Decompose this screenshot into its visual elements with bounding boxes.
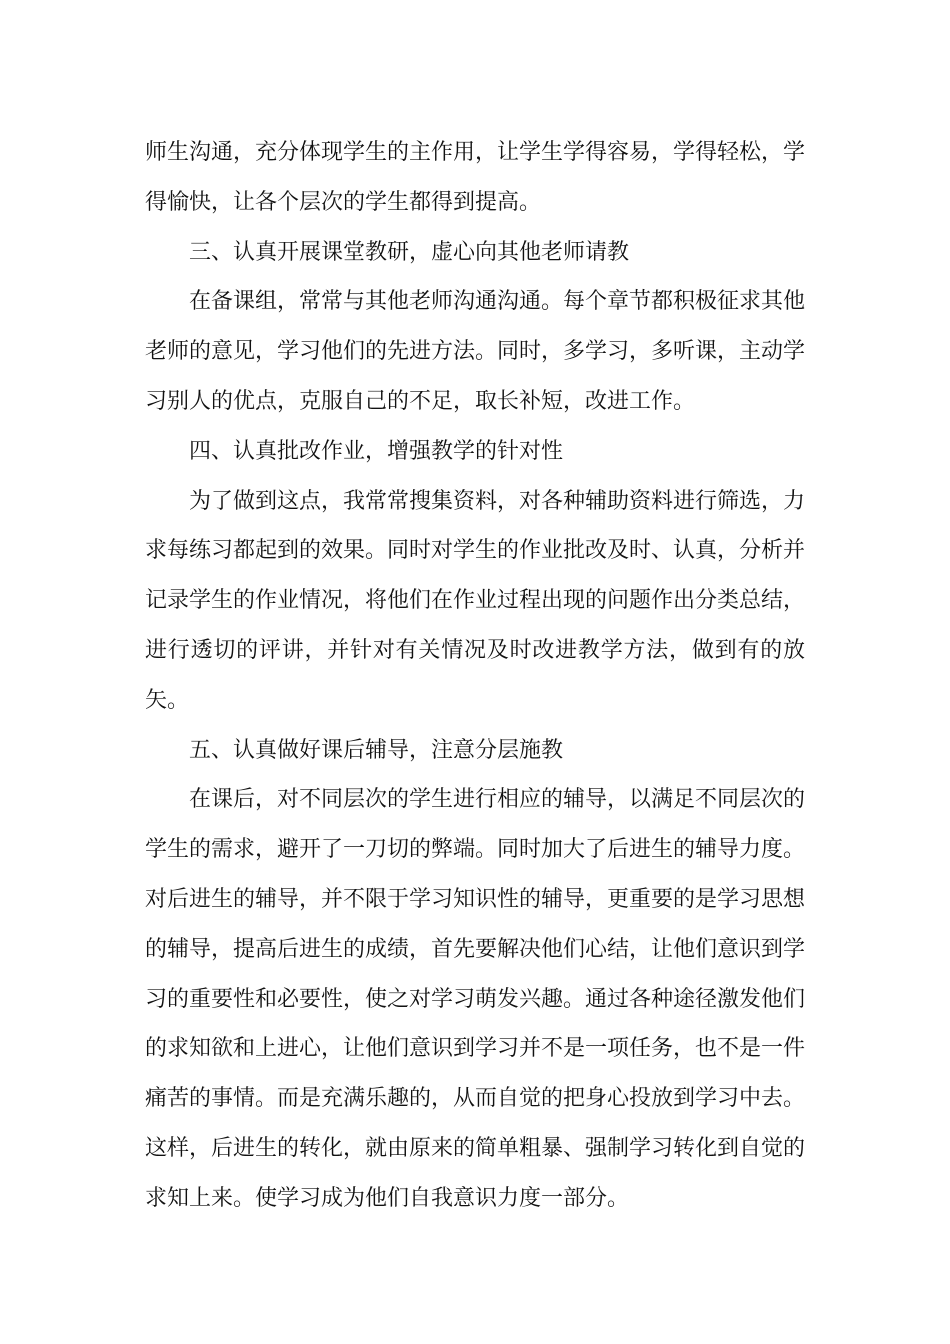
section-heading-4: 四、认真批改作业，增强教学的针对性 bbox=[189, 438, 564, 464]
paragraph-section-5: 在课后，对不同层次的学生进行相应的辅导，以满足不同层次的学生的需求，避开了一刀切的弊端。同时加大了后进生的辅导力度。对后进生的辅导，并不限于学习知识性的辅导，更重要的是学习思想的辅导，提高后进生的成绩，首先要解决他们心结，让他们意识到学习的重要性和必要性，使之对学习萌发兴趣。通过各种途径激发他们的求知欲和上进心，让他们意识到学习并不是一项任务，也不是一件痛苦的事情。而是充满乐趣的，从而自觉的把身心投放到学习中去。这样，后进生的转化，就由原来的简单粗暴、强制学习转化到自觉的求知上来。使学习成为他们自我意识力度一部分。 bbox=[145, 787, 806, 1211]
paragraph-section-3: 在备课组，常常与其他老师沟通沟通。每个章节都积极征求其他老师的意见，学习他们的先进方法。同时，多学习，多听课，主动学习别人的优点，克服自己的不足，取长补短，改进工作。 bbox=[145, 289, 806, 414]
section-heading-3: 三、认真开展课堂教研，虚心向其他老师请教 bbox=[189, 239, 630, 265]
section-heading-5: 五、认真做好课后辅导，注意分层施教 bbox=[189, 737, 564, 763]
paragraph-section-4: 为了做到这点，我常常搜集资料，对各种辅助资料进行筛选，力求每练习都起到的效果。同时对学生的作业批改及时、认真，分析并记录学生的作业情况，将他们在作业过程出现的问题作出分类总结，进行透切的评讲，并针对有关情况及时改进教学方法，做到有的放矢。 bbox=[145, 488, 806, 713]
document-body bbox=[145, 128, 805, 1224]
paragraph-continuation: 师生沟通，充分体现学生的主作用，让学生学得容易，学得轻松，学得愉快，让各个层次的学生都得到提高。 bbox=[145, 140, 806, 215]
